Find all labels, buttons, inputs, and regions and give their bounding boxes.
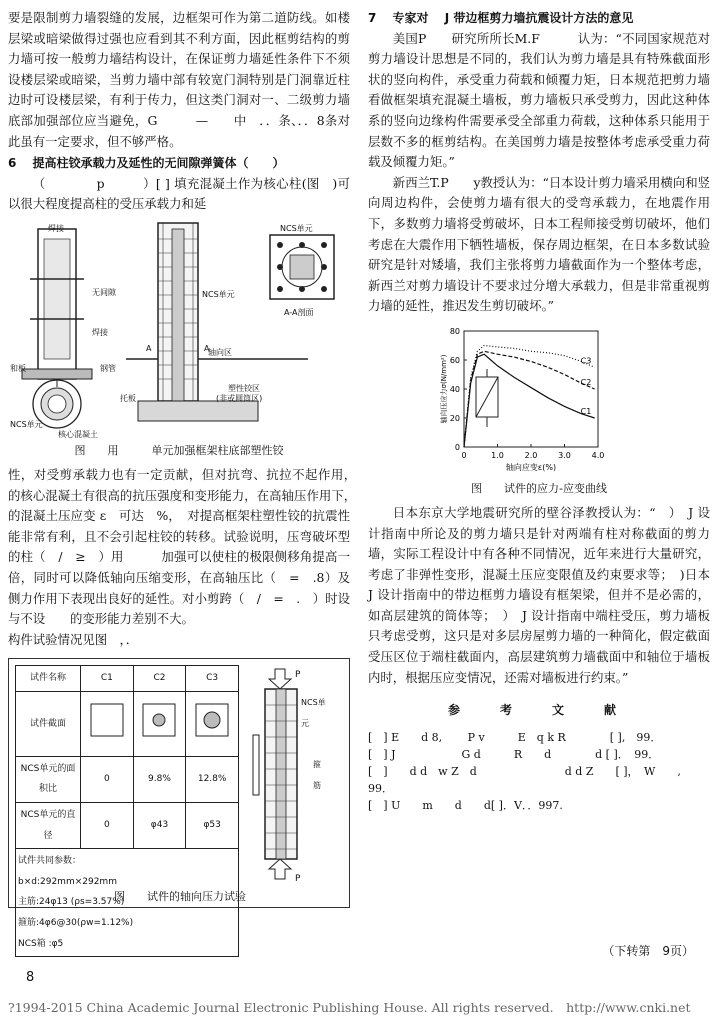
copyright-footer[interactable]: ?1994-2015 China Academic Journal Electronic Publishing House. All rights reserved. http://www.cnki.net — [8, 1000, 691, 1015]
table-header: C2 — [133, 666, 186, 692]
fig1-label: 焊接 — [92, 327, 108, 337]
fig1-label: 轴向区 — [208, 347, 232, 357]
fig2-label: P — [295, 670, 301, 681]
y-tick-label: 60 — [449, 355, 460, 365]
section-c2 — [133, 691, 186, 756]
x-tick-label: 1.0 — [491, 450, 504, 460]
table-header: 试件名称 — [16, 666, 81, 692]
ncs-column-diagram — [8, 219, 350, 439]
section-c1 — [81, 691, 134, 756]
fig1-label: 核心混凝土 — [58, 429, 98, 439]
series-line-c2 — [464, 351, 595, 447]
fig2-label: NCS单元 — [301, 698, 326, 728]
reference-item: [ ] U m d d[ ]．V．．997. — [368, 798, 563, 812]
page-number: 8 — [26, 970, 35, 985]
figure-ncs-column — [8, 219, 350, 457]
section-heading-6: 6 提高柱铰承载力及延性的无间隙弹簧体（ ） — [8, 156, 285, 171]
figure-caption: 图 用 单元加强框架柱底部塑性铰 — [74, 443, 284, 457]
fig1-label: NCS单元 — [10, 419, 43, 429]
series-label-c1: C1 — [580, 406, 592, 416]
paragraph: 新西兰T.P y教授认为：“日本设计剪力墙采用横向和竖向周边构件，会使剪力墙有很大的受弯承载力，在地震作用下，多数剪力墙将受剪破坏，日本工程师接受剪切破坏，他们考虑在大震作用下牺牲墙板，保存周边框架，在日本多数试验研究是针对矮墙，我们主张将剪力墙截面作为一个整体考虑，新西兰对剪力墙设计不要求过分增大承载力，但是非常重视剪力墙的延性，推迟发生剪切破坏。” — [368, 174, 710, 314]
fig1-label: 钢管 — [100, 363, 116, 373]
table-cell: 9.8% — [133, 756, 186, 802]
paragraph: （ p ）[ ] 填充混凝土作为核心柱(图 )可以很大程度提高柱的受压承载力和延 — [8, 175, 350, 212]
figure-stress-strain — [368, 323, 710, 497]
series-line-c1 — [464, 354, 595, 447]
fig1-label: 托板 — [120, 393, 136, 403]
fig1-label: 无间隙 — [92, 287, 116, 297]
table-cell: φ53 — [186, 803, 239, 849]
fig2-label: 箍筋 — [313, 760, 321, 790]
chart-plot-frame — [464, 331, 598, 447]
y-axis-label: 轴向压应力σ(N/mm²) — [440, 354, 448, 424]
table-cell: 0 — [81, 756, 134, 802]
reference-item: [ ] d d w Z d d d Z [ ]， W , 99． — [368, 764, 692, 795]
y-tick-label: 40 — [449, 384, 460, 394]
x-tick-label: 4.0 — [591, 450, 605, 460]
table-cell: φ43 — [133, 803, 186, 849]
fig1-label: 塑性铰区 — [228, 383, 260, 393]
table-header: C1 — [81, 666, 134, 692]
x-tick-label: 2.0 — [524, 450, 538, 460]
y-tick-label: 80 — [449, 326, 460, 336]
section-c3 — [186, 691, 239, 756]
paragraph: 美国P 研究所所长M.F 认为：“不同国家规范对剪力墙设计思想是不同的，我们认为剪力墙是具有特殊截面形状的竖向构件，承受重力荷载和倾覆力矩，日本规范把剪力墙看做框架填充混凝土墙板，剪力墙板只承受剪力，因此这种体系的竖向边缘构件需要承受全部重力荷载，这种体系只能用于层数不多的框剪结构。在美国剪力墙是按整体考虑承受重力荷载及倾覆力矩。” — [368, 30, 710, 170]
param-line: 箍筋:4φ6@30(ρw=1.12%) — [18, 918, 134, 929]
left-column — [8, 8, 375, 949]
table-cell: NCS单元的直径 — [16, 803, 81, 849]
fig1-label: 焊接 — [48, 223, 64, 233]
fig1-label: A — [204, 343, 210, 353]
figure-caption: 图 试件的轴向压力试验 — [114, 890, 246, 904]
continued-note: （下转第 9页） — [602, 944, 694, 958]
table-cell: NCS单元的面积比 — [16, 756, 81, 802]
figure-caption: 图 试件的应力-应变曲线 — [471, 481, 607, 495]
paragraph: 要是限制剪力墙裂缝的发展，边框架可作为第二道防线。如楼层梁或暗梁做得过强也应看到其不利方面，因此框剪结构的剪力墙可按一般剪力墙结构设计，在保证剪力墙延性条件下不须设楼层梁或暗梁，当剪力墙中部有较宽门洞特别是门洞靠近柱边时可设楼层梁，有利于传力，但这类门洞对一、二级剪力墙底部加强部位应当避免，G — 中 ．．条、．．8条对此虽有一定要求，但不够严格。 — [8, 10, 350, 149]
paragraph: 构件试验情况见图 ，． — [8, 631, 139, 647]
reference-item: [ ] J G d R d d [ ]． 99． — [368, 747, 660, 761]
references-title: 参 考 文 献 — [447, 703, 630, 718]
y-tick-label: 20 — [449, 413, 460, 423]
fig1-label: (非或圆筒区) — [216, 393, 263, 403]
params-title: 试件共同参数： — [18, 856, 82, 867]
paragraph: 性，对受剪承载力也有一定贡献，但对抗弯、抗拉不起作用， 的核心混凝土有很高的抗压强度和变形能力，在高轴压作用下， 的混凝土压应变 ε 可达 %， 对提高框架柱塑性铰的抗震性能非常有利，且不会引起柱铰的转移。试验说明，压弯破坏型的柱（ / ≥ ）用 加强可以使柱的极限侧移角提高一倍，同时可以降低轴向压缩变形，在高轴压比（ = .8）及侧力作用下表现出良好的延性。对小剪跨（ / = . ）时设 与不设 的变形能力差别不大。 — [8, 466, 375, 627]
fig2-label: P — [295, 874, 301, 885]
fig1-label: A-A剖面 — [284, 307, 314, 317]
reference-item: [ ] E d 8, P v E q k R [ ], 99． — [368, 730, 662, 744]
param-line: NCS箱 :φ5 — [18, 938, 64, 949]
table-cell: 12.8% — [186, 756, 239, 802]
x-axis-label: 轴向应变ε(%) — [505, 462, 557, 472]
param-line: b×d:292mm×292mm — [18, 876, 117, 887]
figure-specimen-test — [8, 658, 350, 949]
fig1-label: A — [146, 343, 152, 353]
inset-hatch — [476, 377, 498, 417]
table-cell: 0 — [81, 803, 134, 849]
table-cell: 试件截面 — [16, 691, 81, 756]
fig1-label: NCS单元 — [280, 223, 313, 233]
fig1-label: 和板 — [10, 363, 26, 373]
param-line: 主筋:24φ13 (ρs=3.57%) — [18, 897, 125, 908]
x-tick-label: 3.0 — [558, 450, 571, 460]
y-tick-label: 0 — [454, 442, 460, 452]
series-label-c2: C2 — [580, 377, 592, 387]
stress-strain-chart — [368, 323, 710, 473]
series-label-c3: C3 — [580, 356, 592, 366]
x-tick-label: 0 — [461, 450, 467, 460]
specimen-table — [15, 665, 239, 957]
table-header: C3 — [186, 666, 239, 692]
fig1-label: NCS单元 — [202, 289, 235, 299]
right-column — [368, 8, 722, 814]
paragraph: 日本东京大学地震研究所的壁谷泽教授认为：“ ） J 设计指南中所论及的剪力墙只是针对两端有柱对称截面的剪力墙，实际工程设计中有各种不同情况，近年来进行大量研究，考虑了非弹性变形，混凝土压应变限值及约束要求等； )日本 J 设计指南中的带边框剪力墙设有框架梁，但并不是必需的，如高层建筑的筒体等； ） J 设计指南中端柱受压，剪力墙板只考虑受剪，这只是对多层房屋剪力墙的一种简化，假定截面受压区位于端柱截面内，高层建筑剪力墙截面中和轴位于墙板内时，根据压应变情况，还需对墙板进行约束。” — [368, 504, 722, 685]
section-heading-7: 7 专家对 J 带边框剪力墙抗震设计方法的意见 — [368, 11, 634, 25]
